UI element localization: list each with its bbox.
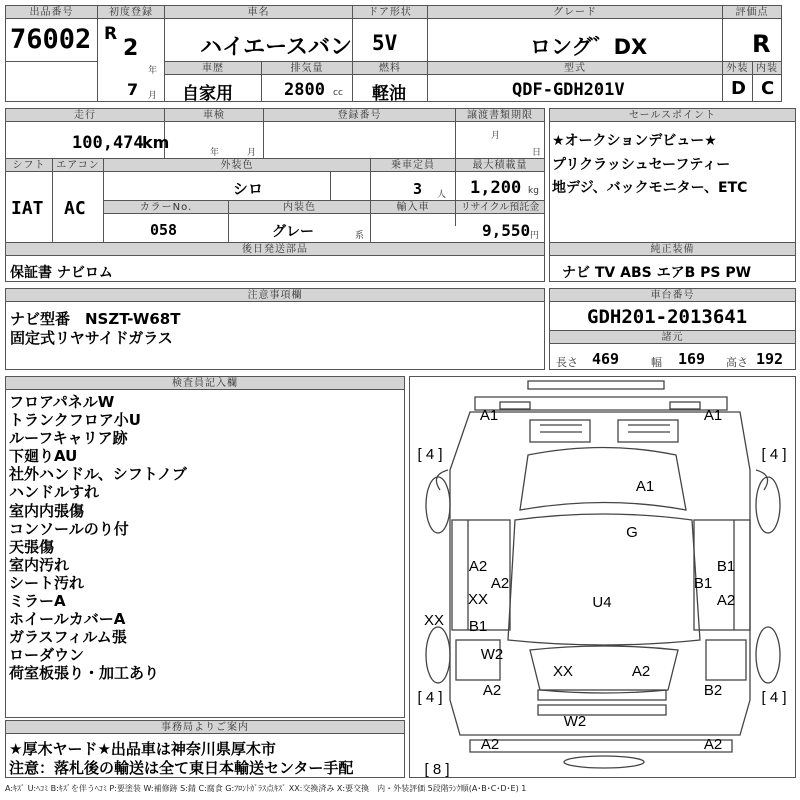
damage-mark: A2 — [482, 682, 502, 699]
office-line: ★厚木ヤード★出品車は神奈川県厚木市 — [9, 740, 276, 758]
damage-mark: B1 — [468, 618, 488, 635]
inspector-line: コンソールのり付 — [9, 519, 129, 538]
inspector-line: 社外ハンドル、シフトノブ — [9, 465, 187, 484]
capacity-label: 乗車定員 — [370, 158, 456, 172]
reg-label: 登録番号 — [263, 108, 456, 122]
tire-depth-label: [ 4 ] — [761, 689, 787, 706]
office-line: 注意：落札後の輸送は全て東日本輸送センター手配 — [9, 759, 354, 777]
mileage-label: 走行 — [5, 108, 165, 122]
dims-label: 諸元 — [549, 330, 796, 344]
inspector-line: シート汚れ — [9, 573, 85, 592]
displacement-value: 2800 — [284, 80, 325, 100]
inspector-list — [9, 393, 187, 683]
inspection-label: 車検 — [164, 108, 264, 122]
recycle-label: リサイクル預託金 — [455, 200, 545, 214]
recycle-unit: 円 — [530, 231, 540, 241]
damage-mark: A1 — [635, 478, 655, 495]
length-value: 469 — [592, 350, 620, 368]
reg-month: 7 — [127, 80, 139, 99]
damage-mark: W2 — [480, 646, 504, 663]
score-value: R — [752, 30, 771, 58]
height-value: 192 — [756, 350, 784, 368]
damage-mark: XX — [423, 612, 445, 629]
inspector-line: 荷室板張り・加工あり — [9, 664, 160, 683]
inspector-line: フロアパネルW — [9, 393, 115, 411]
month-unit: 月 — [148, 91, 158, 101]
later-parts-label: 後日発送部品 — [5, 242, 545, 256]
color-value: シロ — [233, 180, 264, 198]
damage-mark: B1 — [716, 558, 736, 575]
door-value: 5V — [372, 31, 398, 55]
chassis-label: 車台番号 — [549, 288, 796, 302]
int-color-value: グレー — [272, 224, 314, 240]
selling-point-line: 地デジ、バックモニター、ETC — [552, 180, 748, 196]
load-label: 最大積載量 — [455, 158, 545, 172]
mileage-unit: km — [142, 133, 170, 152]
damage-mark: A1 — [479, 407, 499, 424]
inspection-year-unit: 年 — [210, 148, 220, 158]
transfer-day-unit: 日 — [532, 148, 542, 158]
chassis-value: GDH201-2013641 — [587, 306, 748, 328]
width-value: 169 — [678, 350, 706, 368]
damage-mark: U4 — [592, 594, 612, 611]
lot-number: 76002 — [10, 24, 92, 55]
exterior-grade: D — [731, 78, 746, 99]
color-no-label: カラーNo. — [103, 200, 229, 214]
damage-mark: A1 — [703, 407, 723, 424]
width-label: 幅 — [651, 356, 662, 369]
car-name-label: 車名 — [164, 5, 353, 19]
damage-mark: G — [626, 524, 638, 541]
reg-year: 2 — [123, 36, 139, 61]
displacement-label: 排気量 — [261, 61, 353, 75]
vehicle-diagram — [409, 376, 796, 778]
tire-depth-label: [ 4 ] — [761, 446, 787, 463]
inspector-line: 室内汚れ — [9, 555, 70, 574]
damage-mark: XX — [552, 663, 574, 680]
damage-mark: A2 — [631, 663, 651, 680]
load-unit: kg — [528, 186, 539, 196]
notes-label: 注意事項欄 — [5, 288, 545, 302]
notes-line: ナビ型番 NSZT-W68T — [10, 310, 181, 328]
length-label: 長さ — [556, 356, 578, 369]
inspector-line: ホイールカバーA — [9, 610, 126, 629]
tire-depth-label: [ 4 ] — [417, 446, 443, 463]
later-parts-value: 保証書 ナビロム — [10, 265, 113, 281]
damage-mark: A2 — [480, 736, 500, 753]
capacity-value: 3 — [413, 180, 423, 198]
transfer-label: 譲渡書類期限 — [455, 108, 545, 122]
transfer-month-unit: 月 — [491, 131, 501, 141]
tire-depth-label: [ 4 ] — [417, 689, 443, 706]
exterior-label: 外装 — [722, 61, 753, 75]
year-unit: 年 — [148, 66, 158, 76]
load-value: 1,200 — [470, 178, 522, 198]
notes-line: 固定式リヤサイドガラス — [10, 329, 173, 347]
door-label: ドア形状 — [352, 5, 428, 19]
equipment-label: 純正装備 — [549, 242, 796, 256]
selling-point-line: プリクラッシュセーフティー — [552, 157, 731, 173]
fuel-label: 燃料 — [352, 61, 428, 75]
grade-value: ロング゛DX — [530, 35, 648, 59]
selling-point-line: ★オークションデビュー★ — [552, 133, 717, 149]
fuel-value: 軽油 — [372, 84, 406, 104]
reg-era: R — [104, 24, 118, 44]
model-label: 型式 — [427, 61, 723, 75]
damage-mark: W2 — [563, 713, 587, 730]
model-value: QDF-GDH201V — [512, 80, 625, 100]
ac-label: エアコン — [52, 158, 104, 172]
tire-depth-label: [ 8 ] — [424, 761, 450, 778]
inspector-line: ローダウン — [9, 646, 85, 665]
grade-label: グレード — [427, 5, 723, 19]
first-reg-label: 初度登録 — [97, 5, 165, 19]
inspector-label: 検査員記入欄 — [5, 376, 405, 390]
ac-value: AC — [64, 198, 86, 219]
inspector-line: ルーフキャリア跡 — [9, 429, 128, 448]
tire-depths — [417, 446, 786, 778]
import-label: 輸入車 — [370, 200, 456, 214]
score-label: 評価点 — [722, 5, 782, 19]
displacement-unit: cc — [333, 88, 343, 98]
int-color-label: 内装色 — [228, 200, 371, 214]
lot-label: 出品番号 — [5, 5, 98, 19]
history-value: 自家用 — [182, 84, 233, 104]
inspector-line: トランクフロア小U — [9, 411, 141, 430]
history-label: 車歴 — [164, 61, 262, 75]
capacity-unit: 人 — [437, 190, 447, 200]
interior-label: 内装 — [752, 61, 782, 75]
damage-mark: B2 — [703, 682, 723, 699]
equipment-value: ナビ TV ABS エアB PS PW — [562, 265, 752, 281]
shift-label: シフト — [5, 158, 53, 172]
recycle-value: 9,550 — [482, 221, 531, 240]
inspector-line: 下廻りAU — [9, 447, 78, 466]
damage-mark: A2 — [468, 558, 488, 575]
inspector-line: ミラーA — [9, 592, 66, 611]
selling-points-label: セールスポイント — [549, 108, 796, 122]
mileage-value: 100,474 — [72, 133, 144, 153]
height-label: 高さ — [726, 356, 748, 369]
damage-mark: A2 — [490, 575, 510, 592]
damage-marks — [424, 407, 735, 753]
inspection-month-unit: 月 — [247, 148, 257, 158]
damage-mark: A2 — [703, 736, 723, 753]
legend-text: A:ｷｽﾞ U:ﾍｺﾐ B:ｷｽﾞを伴うﾍｺﾐ P:要塗装 W:補修跡 S:錆 C:腐食 G:ﾌﾛﾝﾄｶﾞﾗｽ点ｷｽﾞ XX:交換済み X:要交換 内・外装評価 5段階ﾗﾝｸ順(A･B･C･D･E) 1 — [5, 784, 527, 793]
inspector-line: ガラスフィルム張 — [9, 628, 127, 647]
office-label: 事務局よりご案内 — [5, 720, 405, 734]
color-label: 外装色 — [103, 158, 371, 172]
car-name: ハイエースバン — [200, 35, 353, 60]
inspector-line: 天張傷 — [9, 537, 55, 556]
interior-grade: C — [761, 78, 775, 99]
damage-mark: XX — [467, 591, 489, 608]
color-no-value: 058 — [150, 221, 178, 239]
inspector-line: 室内内張傷 — [9, 501, 85, 520]
shift-value: IAT — [11, 198, 44, 219]
int-color-suffix: 系 — [355, 231, 365, 241]
damage-mark: B1 — [693, 575, 713, 592]
inspector-line: ハンドルすれ — [9, 483, 100, 502]
damage-mark: A2 — [716, 592, 736, 609]
